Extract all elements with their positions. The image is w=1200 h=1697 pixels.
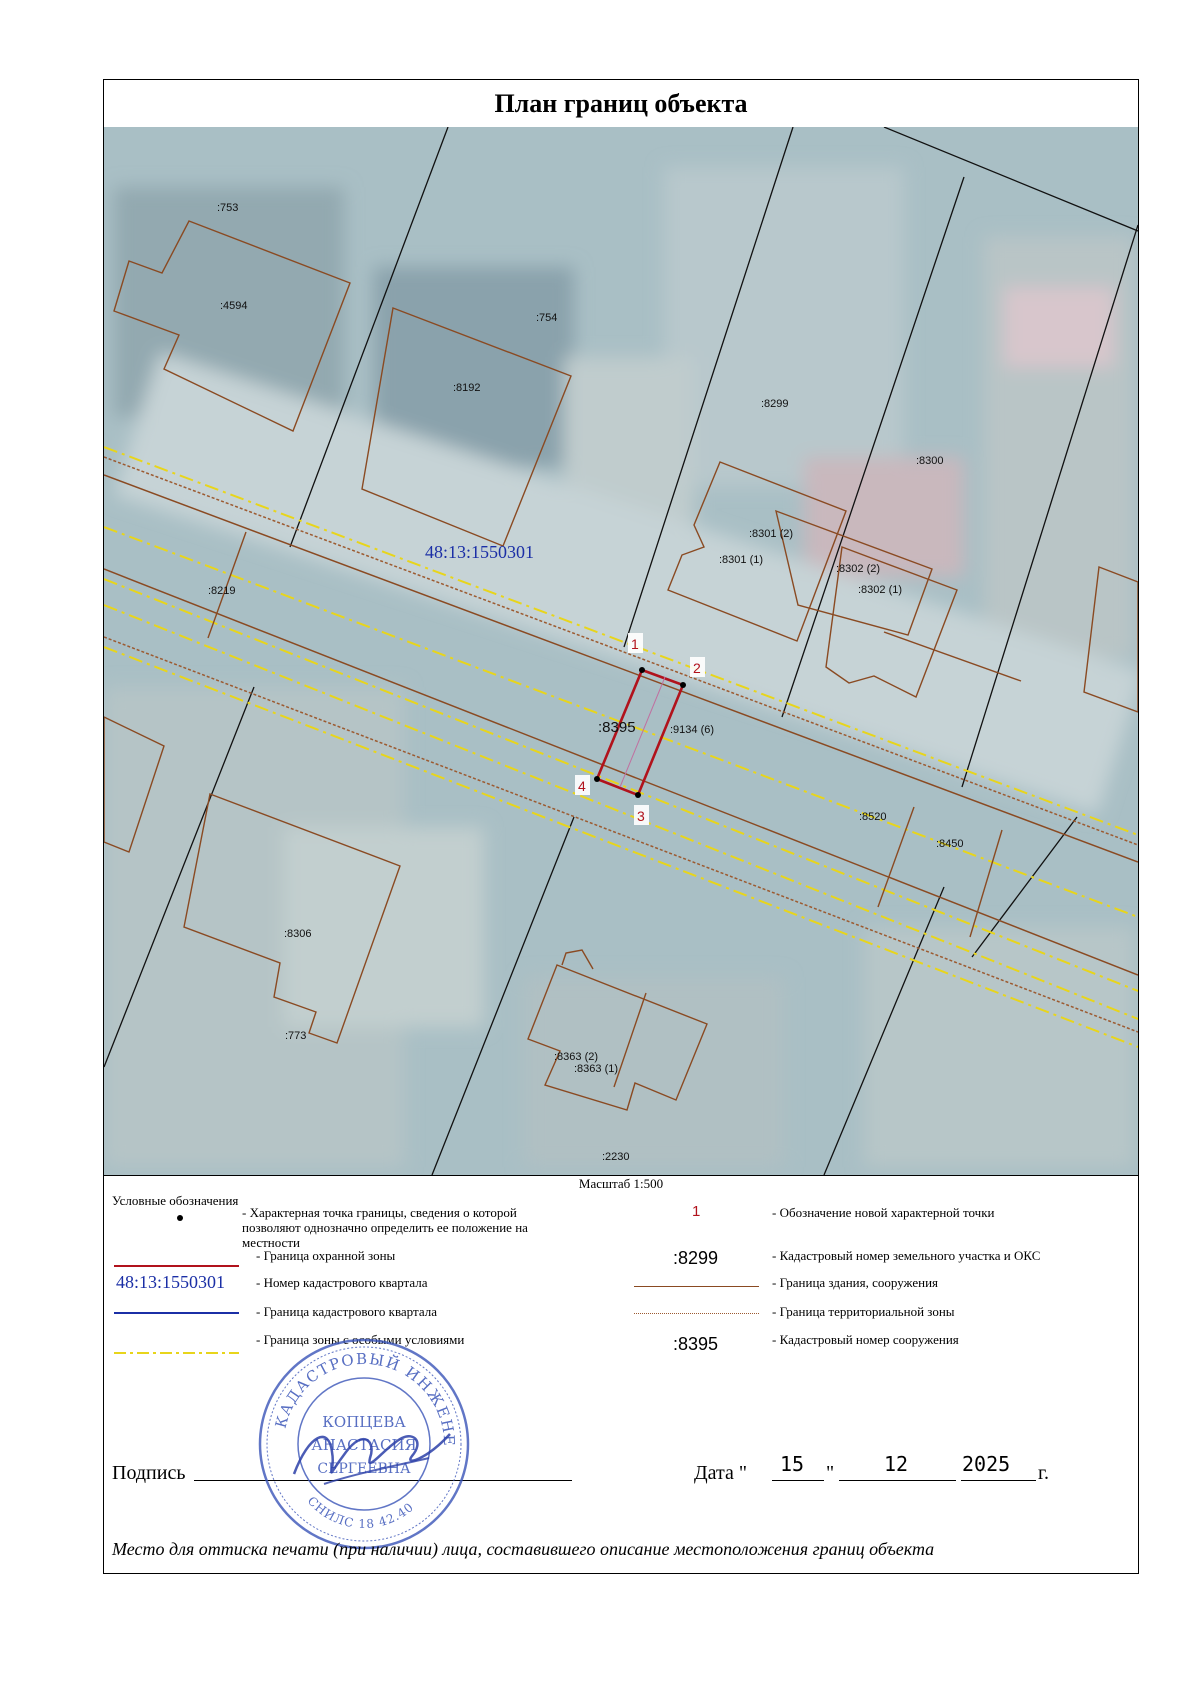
legend-point-text: - Характерная точка границы, сведения о которой позволяют однозначно определить ее положение на местности [242, 1205, 528, 1250]
parcel-label: :8219 [208, 585, 236, 597]
quarter-label: 48:13:1550301 [425, 542, 535, 562]
legend-quarter-number-text: - Номер кадастрового квартала [256, 1275, 428, 1290]
parcel-label: :8299 [761, 398, 789, 410]
date-day-line [772, 1480, 824, 1481]
seal-stamp [254, 1334, 474, 1554]
boundary-point-3[interactable] [635, 792, 641, 798]
parcel-label: :2230 [602, 1151, 630, 1163]
map-scale: Масштаб 1:500 [578, 1176, 664, 1191]
boundary-point-1[interactable] [639, 667, 645, 673]
legend-territorial-zone-text: - Граница территориальной зоны [772, 1304, 955, 1319]
map-area[interactable] [104, 127, 1138, 1176]
date-year-suffix: г. [1038, 1462, 1049, 1484]
seal-name-line-1: КОПЦЕВА [322, 1413, 406, 1431]
legend-point-symbol [177, 1215, 183, 1221]
legend-protection-zone-text: - Граница охранной зоны [256, 1248, 396, 1263]
parcel-label: :753 [217, 202, 239, 214]
date-year-line [961, 1480, 1036, 1481]
legend-new-point-text: - Обозначение новой характерной точки [772, 1205, 995, 1220]
parcel-label: :8192 [453, 382, 481, 394]
parcel-label: :8450 [936, 838, 964, 850]
parcel-label: :4594 [220, 300, 248, 312]
object-label: :8395 [598, 719, 636, 736]
parcel-label: :773 [285, 1030, 307, 1042]
parcel-label: :8301 (1) [719, 554, 764, 566]
parcel-label: :9134 (6) [670, 724, 715, 736]
date-month-line [839, 1480, 956, 1481]
date-month[interactable]: 12 [884, 1452, 909, 1476]
date-label: Дата " [694, 1462, 748, 1484]
legend-territorial-zone-line [634, 1313, 759, 1314]
legend-title: Условные обозначения [112, 1193, 239, 1208]
seal-name-line-2: АНАСТАСИЯ [311, 1436, 417, 1454]
seal-ring-text: КАДАСТРОВЫЙ ИНЖЕНЕ [271, 1349, 459, 1448]
stamp-place-note: Место для оттиска печати (при наличии) лица, составившего описание местоположения границ объекта [112, 1539, 935, 1559]
legend-special-zone-line [114, 1342, 239, 1360]
legend-new-point-sample: 1 [692, 1203, 701, 1220]
legend-structure-number-text: - Кадастровый номер сооружения [772, 1332, 959, 1347]
date-quote: " [826, 1462, 835, 1484]
seal-bottom-text: СНИЛС 18 42.40 [304, 1493, 417, 1532]
legend-protection-zone-line [114, 1265, 239, 1267]
legend-quarter-border-line [114, 1312, 239, 1314]
legend-structure-number-sample: :8395 [673, 1334, 719, 1354]
point-label-1: 1 [631, 636, 639, 652]
boundary-point-2[interactable] [680, 682, 686, 688]
date-day[interactable]: 15 [780, 1452, 805, 1476]
parcel-label: :8520 [859, 811, 887, 823]
map-svg [104, 127, 1138, 1175]
signature-label: Подпись [112, 1462, 186, 1484]
legend-special-zone-text: - Граница зоны с особыми условиями [256, 1332, 465, 1347]
parcel-label: :8363 (1) [574, 1063, 619, 1075]
parcel-label: :8300 [916, 455, 944, 467]
point-label-2: 2 [693, 660, 701, 676]
boundary-point-4[interactable] [594, 776, 600, 782]
parcel-label: :8301 (2) [749, 528, 794, 540]
legend-parcel-number-sample: :8299 [673, 1248, 719, 1268]
parcel-label: :8363 (2) [554, 1051, 599, 1063]
parcel-label: :754 [536, 312, 558, 324]
date-year[interactable]: 2025 [962, 1452, 1011, 1476]
parcel-label: :8306 [284, 928, 312, 940]
legend-quarter-sample: 48:13:1550301 [116, 1272, 226, 1292]
parcel-label: :8302 (2) [836, 563, 881, 575]
seal-name-line-3: СЕРГЕЕВНА [317, 1461, 411, 1477]
page-title: План границ объекта [104, 80, 1138, 128]
point-label-4: 4 [578, 778, 586, 794]
legend-building-line [634, 1286, 759, 1287]
legend-quarter-border-text: - Граница кадастрового квартала [256, 1304, 437, 1319]
point-label-3: 3 [637, 808, 645, 824]
parcel-label: :8302 (1) [858, 584, 903, 596]
plan-sheet [103, 79, 1139, 1574]
legend-building-text: - Граница здания, сооружения [772, 1275, 939, 1290]
legend-parcel-number-text: - Кадастровый номер земельного участка и ОКС [772, 1248, 1041, 1263]
